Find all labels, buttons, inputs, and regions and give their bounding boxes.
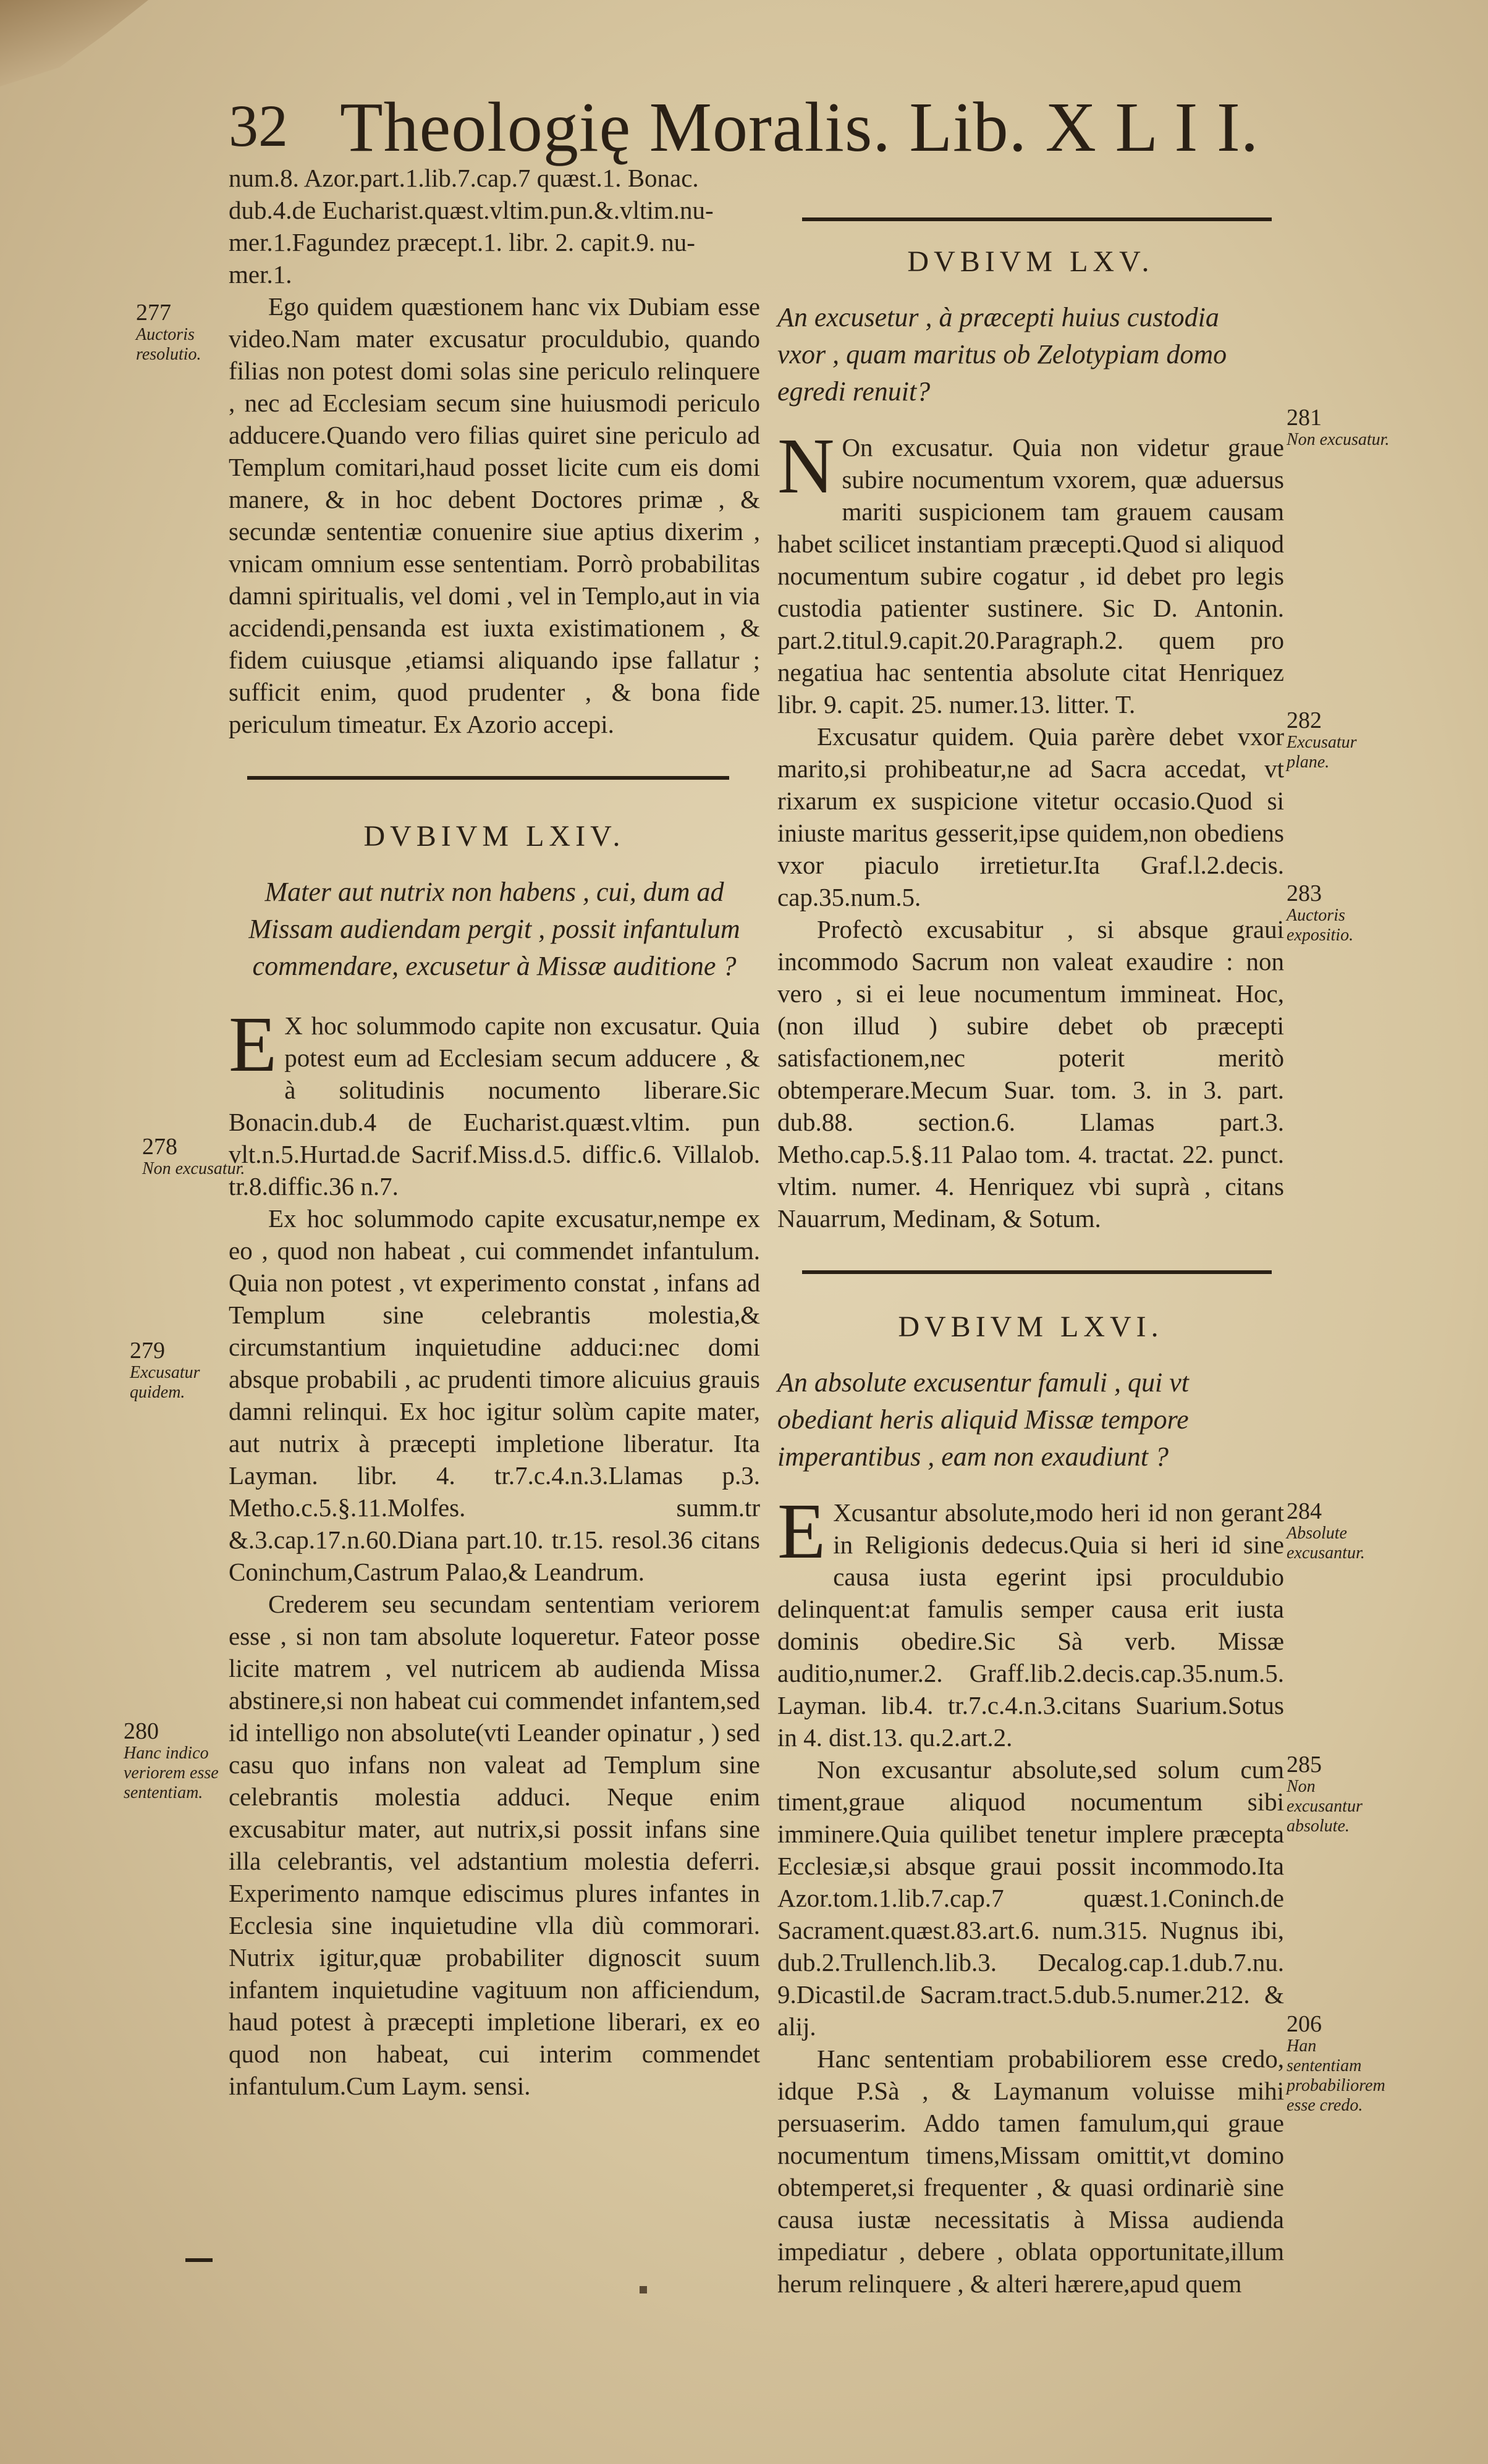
marginal-text: Hanc indico veriorem esse sententiam. [124, 1744, 219, 1802]
drop-cap: N [777, 422, 835, 510]
ink-mark [185, 2258, 213, 2262]
marginal-text: Non excusatur. [142, 1159, 245, 1178]
reference-line: dub.4.de Eucharist.quæst.vltim.pun.&.vltim.nu- [229, 196, 714, 224]
paragraph-285: Non excusantur absolute,sed solum cum timent,graue aliquod nocumentum sibi imminere.Quia quilibet tenetur implere præcepta Ecclesiæ,si absque graui possit incommodo.Ita Azor.tom.1.lib.7.cap.7 quæst.1.Coninch.de Sacrament.quæst.83.art.6. num.315. Nugnus ibi, dub.2.Trullench.lib.3. Decalog.cap.1.dub.7.nu. 9.Dicastil.de Sacram.tract.5.dub.5.numer.212. & alij. [777, 1755, 1284, 2041]
dubium-title: DVBIVM LXVI. [898, 1310, 1164, 1343]
dubium-question: An excusetur , à præcepti huius custodia vxor , quam maritus ob Zelotypiam domo egredi renuit? [777, 302, 1227, 407]
running-header [229, 86, 1341, 167]
paragraph-283: Profectò excusabitur , si absque graui incommodo Sacrum non valeat exaudire : non vero , si ei leue nocumentum immineat. Hoc, (non illud ) subire debet ob præcepti satisfactionem,nec poterit meritò obtemperare.Mecum Suar. tom. 3. in 3. part. dub.88. section.6. Llamas part.3. Metho.cap.5.§.11 Palao tom. 4. tractat. 22. punct. vltim. numer. 4. Henriquez vbi suprà , citans Nauarrum, Medinam, & Sotum. [777, 915, 1284, 1233]
marginal-note-282 [1287, 707, 1392, 772]
marginal-note-278 [142, 1134, 247, 1179]
reference-continuation [229, 162, 760, 290]
dubium-question: Mater aut nutrix non habens , cui, dum ad Missam audiendam pergit , possit infantulum commendare, excusetur à Missæ auditione ? [248, 877, 740, 981]
dubium-title: DVBIVM LXV. [907, 245, 1154, 278]
marginal-number: 206 [1287, 2011, 1322, 2037]
marginal-number: 277 [136, 300, 171, 326]
marginal-number: 282 [1287, 707, 1322, 733]
right-column [777, 217, 1284, 2300]
marginal-text: Excusatur plane. [1287, 733, 1357, 772]
marginal-note-286 [1287, 2011, 1392, 2116]
marginal-number: 285 [1287, 1752, 1322, 1778]
marginal-number: 279 [130, 1338, 165, 1364]
marginal-number: 283 [1287, 880, 1322, 906]
drop-cap: E [229, 1000, 277, 1088]
page-number: 32 [229, 93, 288, 159]
marginal-number: 284 [1287, 1498, 1322, 1524]
dubium-64 [229, 821, 760, 2102]
marginal-text: Auctoris resolutio. [136, 325, 201, 364]
section-divider [802, 1270, 1272, 1274]
dubium-question: An absolute excusentur famuli , qui vt obediant heris aliquid Missæ tempore imperantibus , eam non exaudiunt ? [777, 1367, 1189, 1472]
paragraph-text: On excusatur. Quia non videtur graue subire nocumentum vxorem, quæ aduersus mariti suspicionem tam grauem causam habet scilicet instantiam præcepti.Quod si aliquod nocumentum subire cogatur , id debet pro legis custodia patienter sustinere. Sic D. Antonin. part.2.titul.9.capit.20.Paragraph.2. quem pro negatiua hac sententia absolute citat Henriquez libr. 9. capit. 25. numer.13. litter. T. [777, 433, 1284, 719]
paragraph-277: Ego quidem quæstionem hanc vix Dubiam esse video.Nam mater excusatur proculdubio, quando filias non potest domi solas sine periculo relinquere , nec ad Ecclesiam secum sine huiusmodi periculo adducere.Quando vero filias quiret sine periculo ad Templum comitari,haud posset licite cum eis domi manere, & in hoc debent Doctores primæ , & secundæ sententiæ conuenire siue aptius dixerim , vnicam omnium esse sententiam. Porrò probabilitas damni spiritualis, vel domi , vel in Templo,aut in via accidendi,pensanda est iuxta existimationem , & fidem cuiusque ,etiamsi aliquando ipse fallatur ; sufficit enim, quod prudenter , & bona fide periculum timeatur. Ex Azorio accepi. [229, 292, 760, 738]
paragraph-278 [229, 1000, 760, 1202]
left-column [229, 162, 760, 2102]
marginal-note-277 [136, 300, 241, 365]
paragraph-284 [777, 1487, 1284, 1753]
reference-line: mer.1.Fagundez præcept.1. libr. 2. capit.9. nu- [229, 228, 695, 256]
section-divider [247, 776, 729, 780]
marginal-text: Non excusatur. [1287, 430, 1390, 449]
marginal-text: Auctoris expositio. [1287, 906, 1354, 945]
marginal-note-285 [1287, 1752, 1392, 1836]
dubium-title: DVBIVM LXIV. [363, 820, 625, 853]
marginal-text: Excusatur quidem. [130, 1363, 200, 1402]
dubium-65 [777, 246, 1284, 1234]
marginal-number: 281 [1287, 405, 1322, 431]
marginal-note-283 [1287, 880, 1392, 945]
paragraph-282: Excusatur quidem. Quia parère debet vxor marito,si prohibeatur,ne ad Sacra accedat, vt rixarum ex suspicione vitetur occasio.Quod si iniuste maritus gesserit,ipse quidem,non obediens vxor piaculo irretietur.Ita Graf.l.2.decis. cap.35.num.5. [777, 722, 1284, 911]
marginal-text: Han sententiam probabiliorem esse credo. [1287, 2036, 1385, 2115]
marginal-number: 280 [124, 1718, 159, 1744]
running-title: Theologię Moralis. Lib. X L I I. [340, 88, 1259, 166]
marginal-note-279 [130, 1338, 235, 1403]
paragraph-286: Hanc sententiam probabiliorem esse credo, idque P.Sà , & Laymanum voluisse mihi persuaserim. Addo tamen famulum,qui graue nocumentum timens,Missam omittit,vt domino obtemperet,si frequenter , & quasi ordinariè sine causa iustæ necessitatis à Missa audienda impediatur , debere , oblata opportunitate,illum herum relinquere , & alteri hærere,apud quem [777, 2044, 1284, 2298]
ink-mark [640, 2286, 647, 2293]
paragraph-279: Ex hoc solummodo capite excusatur,nempe ex eo , quod non habeat , cui commendet infantulum. Quia non potest , vt experimento constat , infans ad Templum sine celebrantis molestia,& circumstantium inquietudine adduci:nec domi absque probabili , ac prudenti timore alicuius grauis damni relinqui. Ex hoc igitur solùm capite mater, aut nutrix à præcepti impletione liberatur. Ita Layman. libr. 4. tr.7.c.4.n.3.Llamas p.3. Metho.c.5.§.11.Molfes. summ.tr &.3.cap.17.n.60.Diana part.10. tr.15. resol.36 citans Coninchum,Castrum Palao,& Leandrum. [229, 1204, 760, 1586]
marginal-number: 278 [142, 1134, 177, 1160]
paragraph-281 [777, 422, 1284, 720]
marginal-text: Absolute excusantur. [1287, 1524, 1365, 1563]
paragraph-text: X hoc solummodo capite non excusatur. Quia potest eum ad Ecclesiam secum adducere , & à solitudinis nocumento liberare.Sic Bonacin.dub.4 de Eucharist.quæst.vltim. pun vlt.n.5.Hurtad.de Sacrif.Miss.d.5. diffic.6. Villalob. tr.8.diffic.36 n.7. [229, 1011, 760, 1200]
marginal-text: Non excusantur absolute. [1287, 1777, 1363, 1836]
reference-line: num.8. Azor.part.1.lib.7.cap.7 quæst.1. Bonac. [229, 164, 699, 192]
paragraph-280: Crederem seu secundam sententiam veriorem esse , si non tam absolute loqueretur. Fateor posse licite matrem , vel nutricem ab audienda Missa abstinere,si non habeat cui commendet infantem,sed id intelligo non absolute(vti Leander opinatur , ) sed casu quo infans non valeat ad Templum sine celebrantis molestia adduci. Neque enim excusabitur mater, aut nutrix,si possit infans sine illa celebrantis, vel adstantium molestia deferri. Experimento namque ediscimus plures infantes in Ecclesia sine inquietudine vlla diù commorari. Nutrix igitur,quæ probabiliter dignoscit suum infantem inquietudine vagituum non afficiendum, haud potest à præcepti impletione liberari, ex eo quod non habeat, cui interim commendet infantulum.Cum Laym. sensi. [229, 1590, 760, 2100]
reference-line: mer.1. [229, 260, 292, 289]
marginal-note-281 [1287, 405, 1392, 450]
marginal-note-280 [124, 1718, 229, 1803]
paragraph-text: Xcusantur absolute,modo heri id non gerant in Religionis dedecus.Quia si heri id sine causa iusta egerint ipsi proculdubio delinquent:at famulis semper causa erit iusta dominis obedire.Sic Sà verb. Missæ auditio,numer.2. Graff.lib.2.decis.cap.35.num.5. Layman. lib.4. tr.7.c.4.n.3.citans Suarium.Sotus in 4. dist.13. qu.2.art.2. [777, 1498, 1284, 1752]
torn-corner [0, 0, 148, 86]
dubium-66 [777, 1311, 1284, 2300]
section-divider [802, 217, 1272, 221]
marginal-note-284 [1287, 1498, 1392, 1563]
drop-cap: E [777, 1487, 826, 1575]
